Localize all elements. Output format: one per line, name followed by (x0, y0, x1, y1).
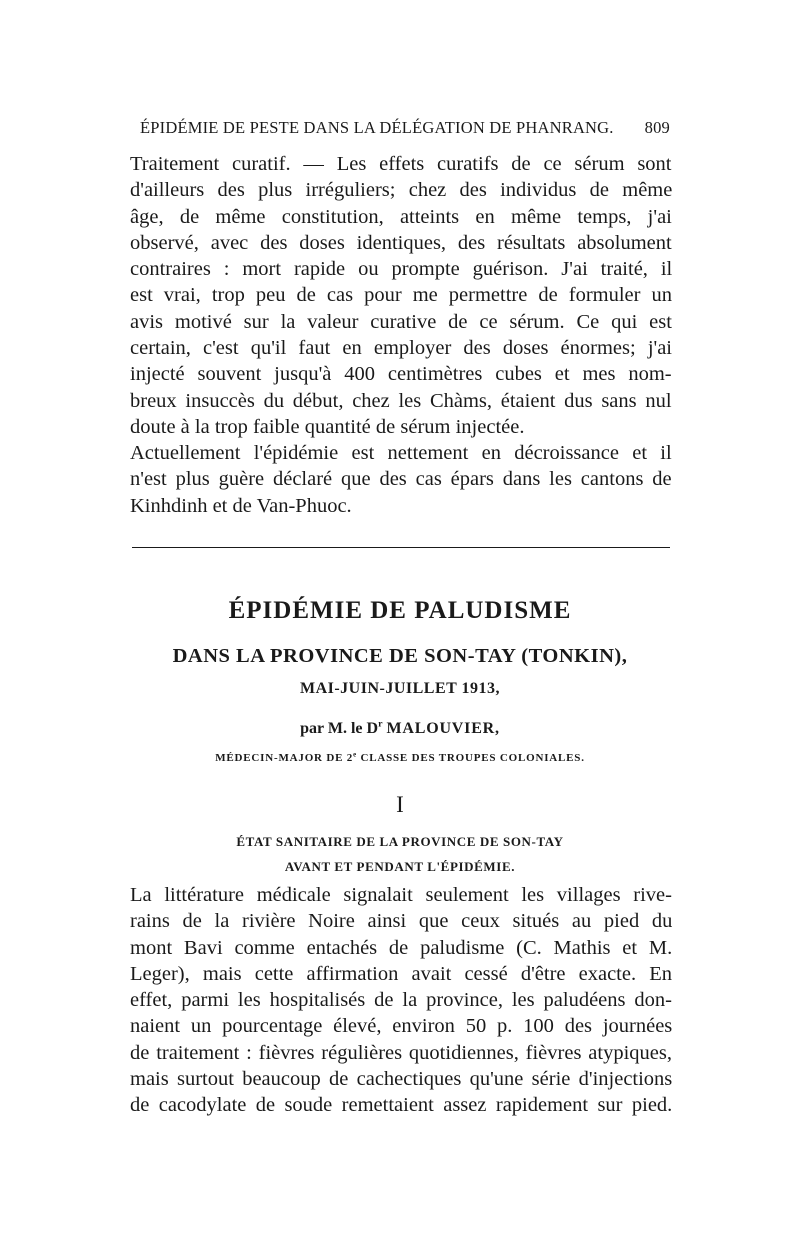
section-heading-line-1: ÉTAT SANITAIRE DE LA PROVINCE DE SON-TAY (236, 834, 564, 849)
running-head-title: ÉPIDÉMIE DE PESTE DANS LA DÉLÉGATION DE PHANRANG. (140, 118, 614, 137)
running-head (140, 118, 670, 138)
text-line: de traitement : fièvres régulières quotidiennes, fièvres atypiques, (130, 1041, 672, 1064)
text-line: est vrai, trop peu de cas pour me permettre de formuler un (130, 284, 673, 307)
text-line: effet, parmi les hospitalisés de la province, les paludéens don- (130, 989, 672, 1012)
text-line: mais surtout beaucoup de cachectiques qu'une série d'injections (130, 1068, 673, 1091)
text-line: Leger), mais cette affirmation avait cessé d'être exacte. En (130, 962, 672, 985)
section-number: I (396, 792, 404, 817)
text-line: La littérature médicale signalait seulement les villages rive- (130, 884, 672, 906)
byline (0, 720, 800, 738)
text-line: naient un pourcentage élevé, environ 50 p. 100 des journées (130, 1015, 673, 1038)
text-line: n'est plus guère déclaré que des cas épars dans les cantons de (130, 468, 672, 491)
section-heading-line-2: AVANT ET PENDANT L'ÉPIDÉMIE. (284, 859, 516, 874)
author-name: MALOUVIER, (386, 720, 500, 737)
text-line: d'ailleurs des plus irréguliers; chez des individus de même (130, 179, 673, 202)
section-divider-rule (132, 547, 670, 548)
text-line: doute à la trop faible quantité de sérum injectée. (130, 415, 525, 438)
text-line: âge, de même constitution, atteints en même temps, j'ai (130, 205, 672, 228)
paragraph-traitement-curatif (130, 151, 672, 440)
text-line: avis motivé sur la valeur curative de ce sérum. Ce qui est (130, 310, 672, 333)
text-line: breux insuccès du début, chez les Chàms, étaient dus sans nul (130, 389, 672, 412)
author-title-superscript: e (353, 751, 357, 759)
article-dates: MAI-JUIN-JUILLET 1913, (299, 680, 501, 697)
paragraph-actuellement (130, 440, 672, 519)
text-line: contraires : mort rapide ou prompte guérison. J'ai traité, il (130, 258, 673, 281)
text-line: observé, avec des doses identiques, des résultats absolument (130, 231, 672, 254)
byline-superscript: r (378, 718, 383, 730)
text-line: de cacodylate de soude remettaient assez rapidement sur pied. (130, 1094, 673, 1117)
author-title-text-end: CLASSE DES TROUPES COLONIALES. (356, 752, 585, 764)
article-title: ÉPIDÉMIE DE PALUDISME (228, 597, 572, 624)
text-line: Kinhdinh et de Van-Phuoc. (130, 494, 352, 517)
author-title-text: MÉDECIN-MAJOR DE 2 (215, 752, 354, 764)
page-number: 809 (644, 118, 670, 137)
text-line: mont Bavi comme entachés de paludisme (C. Mathis et M. (130, 936, 673, 959)
article-subtitle: DANS LA PROVINCE DE SON-TAY (TONKIN), (172, 645, 628, 667)
byline-prefix: par M. le D (300, 720, 379, 737)
text-line: certain, c'est qu'il faut en employer des doses énormes; j'ai (130, 337, 673, 360)
text-line: injecté souvent jusqu'à 400 centimètres cubes et mes nom- (130, 363, 672, 386)
text-line: Traitement curatif. — Les effets curatifs de ce sérum sont (130, 153, 672, 175)
text-line: rains de la rivière Noire ainsi que ceux situés au pied du (130, 910, 673, 933)
author-title (0, 752, 800, 764)
paragraph-litterature (130, 882, 672, 1119)
text-line: Actuellement l'épidémie est nettement en décroissance et il (130, 442, 672, 464)
